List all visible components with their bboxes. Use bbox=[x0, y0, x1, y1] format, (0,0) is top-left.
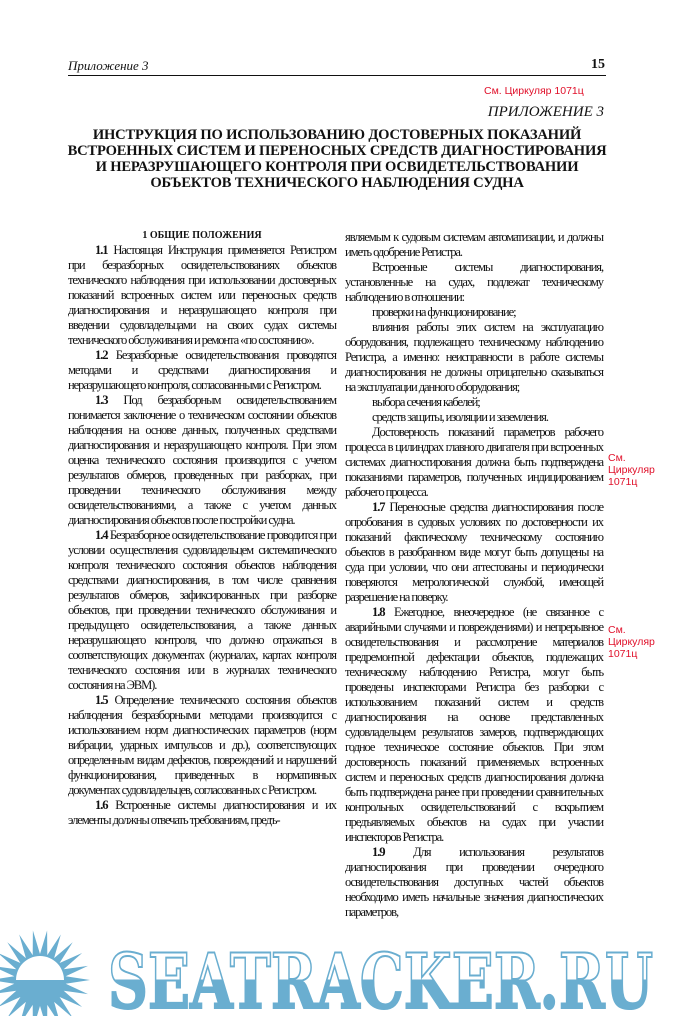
clause-number: 1.9 bbox=[372, 845, 385, 859]
paragraph-text: являемым к судовым системам автоматизации, и должны иметь одобрение Регистра. bbox=[345, 230, 603, 259]
running-header-title: Приложение 3 bbox=[68, 58, 149, 73]
title-line: И НЕРАЗРУШАЮЩЕГО КОНТРОЛЯ ПРИ ОСВИДЕТЕЛЬСТВОВАНИИ bbox=[95, 159, 579, 175]
clause-number: 1.8 bbox=[372, 605, 385, 619]
clause-number: 1.4 bbox=[95, 528, 108, 542]
paragraph bbox=[345, 425, 603, 500]
paragraph-text: Для использования результатов диагностирования при проведении очередного освидетельствования доступных частей объектов необходимо иметь начальные значения диагностических параметров, bbox=[345, 845, 603, 919]
paragraph-text: Настоящая Инструкция применяется Регистром при безразборных освидетельствованиях объектов технического наблюдения при использовании достоверных показаний встроенных систем или переносных средств диагностирования и неразрушающего контроля при введении судовладельцами на своих судах системы технического обслуживания и ремонта «по состоянию». bbox=[68, 243, 336, 347]
paragraph bbox=[68, 393, 336, 528]
header-divider bbox=[68, 75, 606, 76]
clause-number: 1.2 bbox=[95, 348, 108, 362]
section-heading: 1 ОБЩИЕ ПОЛОЖЕНИЯ bbox=[142, 230, 262, 241]
paragraph-text: Под безразборным освидетельствованием понимается заключение о техническом состоянии объектов наблюдения на основе данных, полученных средствами диагностирования и неразрушающего контроля. При этом оценка технического состояния производится с учетом результатов обмеров, проведенных при разборках, при проведении технического обслуживания между освидетельствованиями, а также с учетом данных диагностирования объектов после постройки судна. bbox=[68, 393, 336, 527]
page-number: 15 bbox=[591, 57, 605, 72]
paragraph-text: Переносные средства диагностирования после опробования в судовых условиях по достоверности их показаний фактическому техническому состоянию объектов в разобранном виде могут быть допущены на суда при условии, что они аттестованы и периодически поверяются метрологической службой, имеющей разрешение на поверку. bbox=[345, 500, 603, 604]
paragraph bbox=[345, 320, 603, 395]
watermark-text: SEATRACKER.RU bbox=[108, 937, 653, 1016]
seatracker-watermark bbox=[0, 928, 674, 1016]
clause-number: 1.6 bbox=[95, 798, 108, 812]
paragraph bbox=[345, 260, 603, 305]
paragraph-text: Встроенные системы диагностирования, установленные на судах, подлежат техническому наблюдению в отношении: bbox=[345, 260, 603, 304]
paragraph-text: выбора сечения кабелей; bbox=[372, 395, 480, 409]
paragraph-text: Встроенные системы диагностирования и их элементы должны отвечать требованиям, предъ- bbox=[68, 798, 336, 827]
paragraph bbox=[68, 693, 336, 798]
paragraph-text: Безразборные освидетельствования проводятся методами и средствами диагностирования и неразрушающего контроля, согласованными с Регистром. bbox=[68, 348, 336, 392]
circular-reference-note: См. Циркуляр 1071ц bbox=[484, 85, 584, 97]
paragraph-text: Безразборное освидетельствование проводится при условии осуществления судовладельцем систематического контроля технического состояния объектов наблюдения средствами диагностирования, в том числе сравнения результатов обмеров, зафиксированных при разборке объектов, при проведении технического обслуживания и предыдущего освидетельствования, а также данных неразрушающего контроля, что должно отражаться в соответствующих документах (журналах, картах контроля технического состояния или в журналах технического состояния на ЭВМ). bbox=[68, 528, 336, 692]
paragraph bbox=[345, 395, 603, 410]
paragraph-text: Определение технического состояния объектов наблюдения безразборными методами производится с использованием норм диагностических параметров (норм вибрации, ударных импульсов и др.), соответствующих определенным видам дефектов, повреждений и нарушений функционирования, приведенных в нормативных документах судовладельцев, согласованных с Регистром. bbox=[68, 693, 336, 797]
circular-reference-note: См. Циркуляр 1071ц bbox=[608, 624, 655, 660]
paragraph bbox=[345, 500, 603, 605]
paragraph-text: влияния работы этих систем на эксплуатацию оборудования, подлежащего техническому наблюдению Регистра, а именно: неисправности в работе системы диагностирования не должны отрицательно сказываться на эксплуатации данного оборудования; bbox=[345, 320, 603, 394]
title-line: ВСТРОЕННЫХ СИСТЕМ И ПЕРЕНОСНЫХ СРЕДСТВ ДИАГНОСТИРОВАНИЯ bbox=[67, 143, 607, 159]
paragraph-text: проверки на функционирование; bbox=[372, 305, 516, 319]
document-title bbox=[40, 127, 634, 191]
paragraph bbox=[345, 305, 603, 320]
clause-number: 1.1 bbox=[95, 243, 108, 257]
paragraph bbox=[345, 410, 603, 425]
circular-reference-note: См. Циркуляр 1071ц bbox=[608, 452, 655, 488]
left-column bbox=[68, 228, 336, 828]
sun-logo-icon bbox=[0, 931, 90, 1017]
paragraph bbox=[68, 348, 336, 393]
title-line: ОБЪЕКТОВ ТЕХНИЧЕСКОГО НАБЛЮДЕНИЯ СУДНА bbox=[150, 175, 524, 191]
paragraph bbox=[345, 845, 603, 920]
title-line: ИНСТРУКЦИЯ ПО ИСПОЛЬЗОВАНИЮ ДОСТОВЕРНЫХ ПОКАЗАНИЙ bbox=[92, 127, 582, 143]
paragraph bbox=[68, 798, 336, 828]
paragraph bbox=[345, 230, 603, 260]
paragraph-text: Достоверность показаний параметров рабочего процесса в цилиндрах главного двигателя при встроенных системах диагностирования должна быть подтверждена показаниями параметров, полученных индицированием рабочего процесса. bbox=[345, 425, 603, 499]
paragraph-text: средств защиты, изоляции и заземления. bbox=[372, 410, 548, 424]
paragraph bbox=[68, 243, 336, 348]
paragraph bbox=[345, 605, 603, 845]
clause-number: 1.3 bbox=[95, 393, 108, 407]
right-column bbox=[345, 230, 603, 920]
clause-number: 1.5 bbox=[95, 693, 108, 707]
clause-number: 1.7 bbox=[372, 500, 385, 514]
appendix-label: ПРИЛОЖЕНИЕ 3 bbox=[487, 104, 604, 120]
paragraph-text: Ежегодное, внеочередное (не связанное с аварийными случаями и повреждениями) и непрерывное освидетельствования и рассмотрение материалов предремонтной дефектации объектов, подлежащих техническому наблюдению Регистра, могут быть проведены инспекторами Регистра без разборки с использованием показаний систем и средств диагностирования на основе представленных судовладельцем результатов замеров, подтверждающих годное техническое состояние объектов. При этом достоверность показаний применяемых встроенных систем и переносных средств диагностирования должна быть подтверждена ранее при проведении сравнительных контрольных освидетельствований с вскрытием предъявляемых объектов на судах при участии инспекторов Регистра. bbox=[345, 605, 603, 844]
paragraph bbox=[68, 528, 336, 693]
